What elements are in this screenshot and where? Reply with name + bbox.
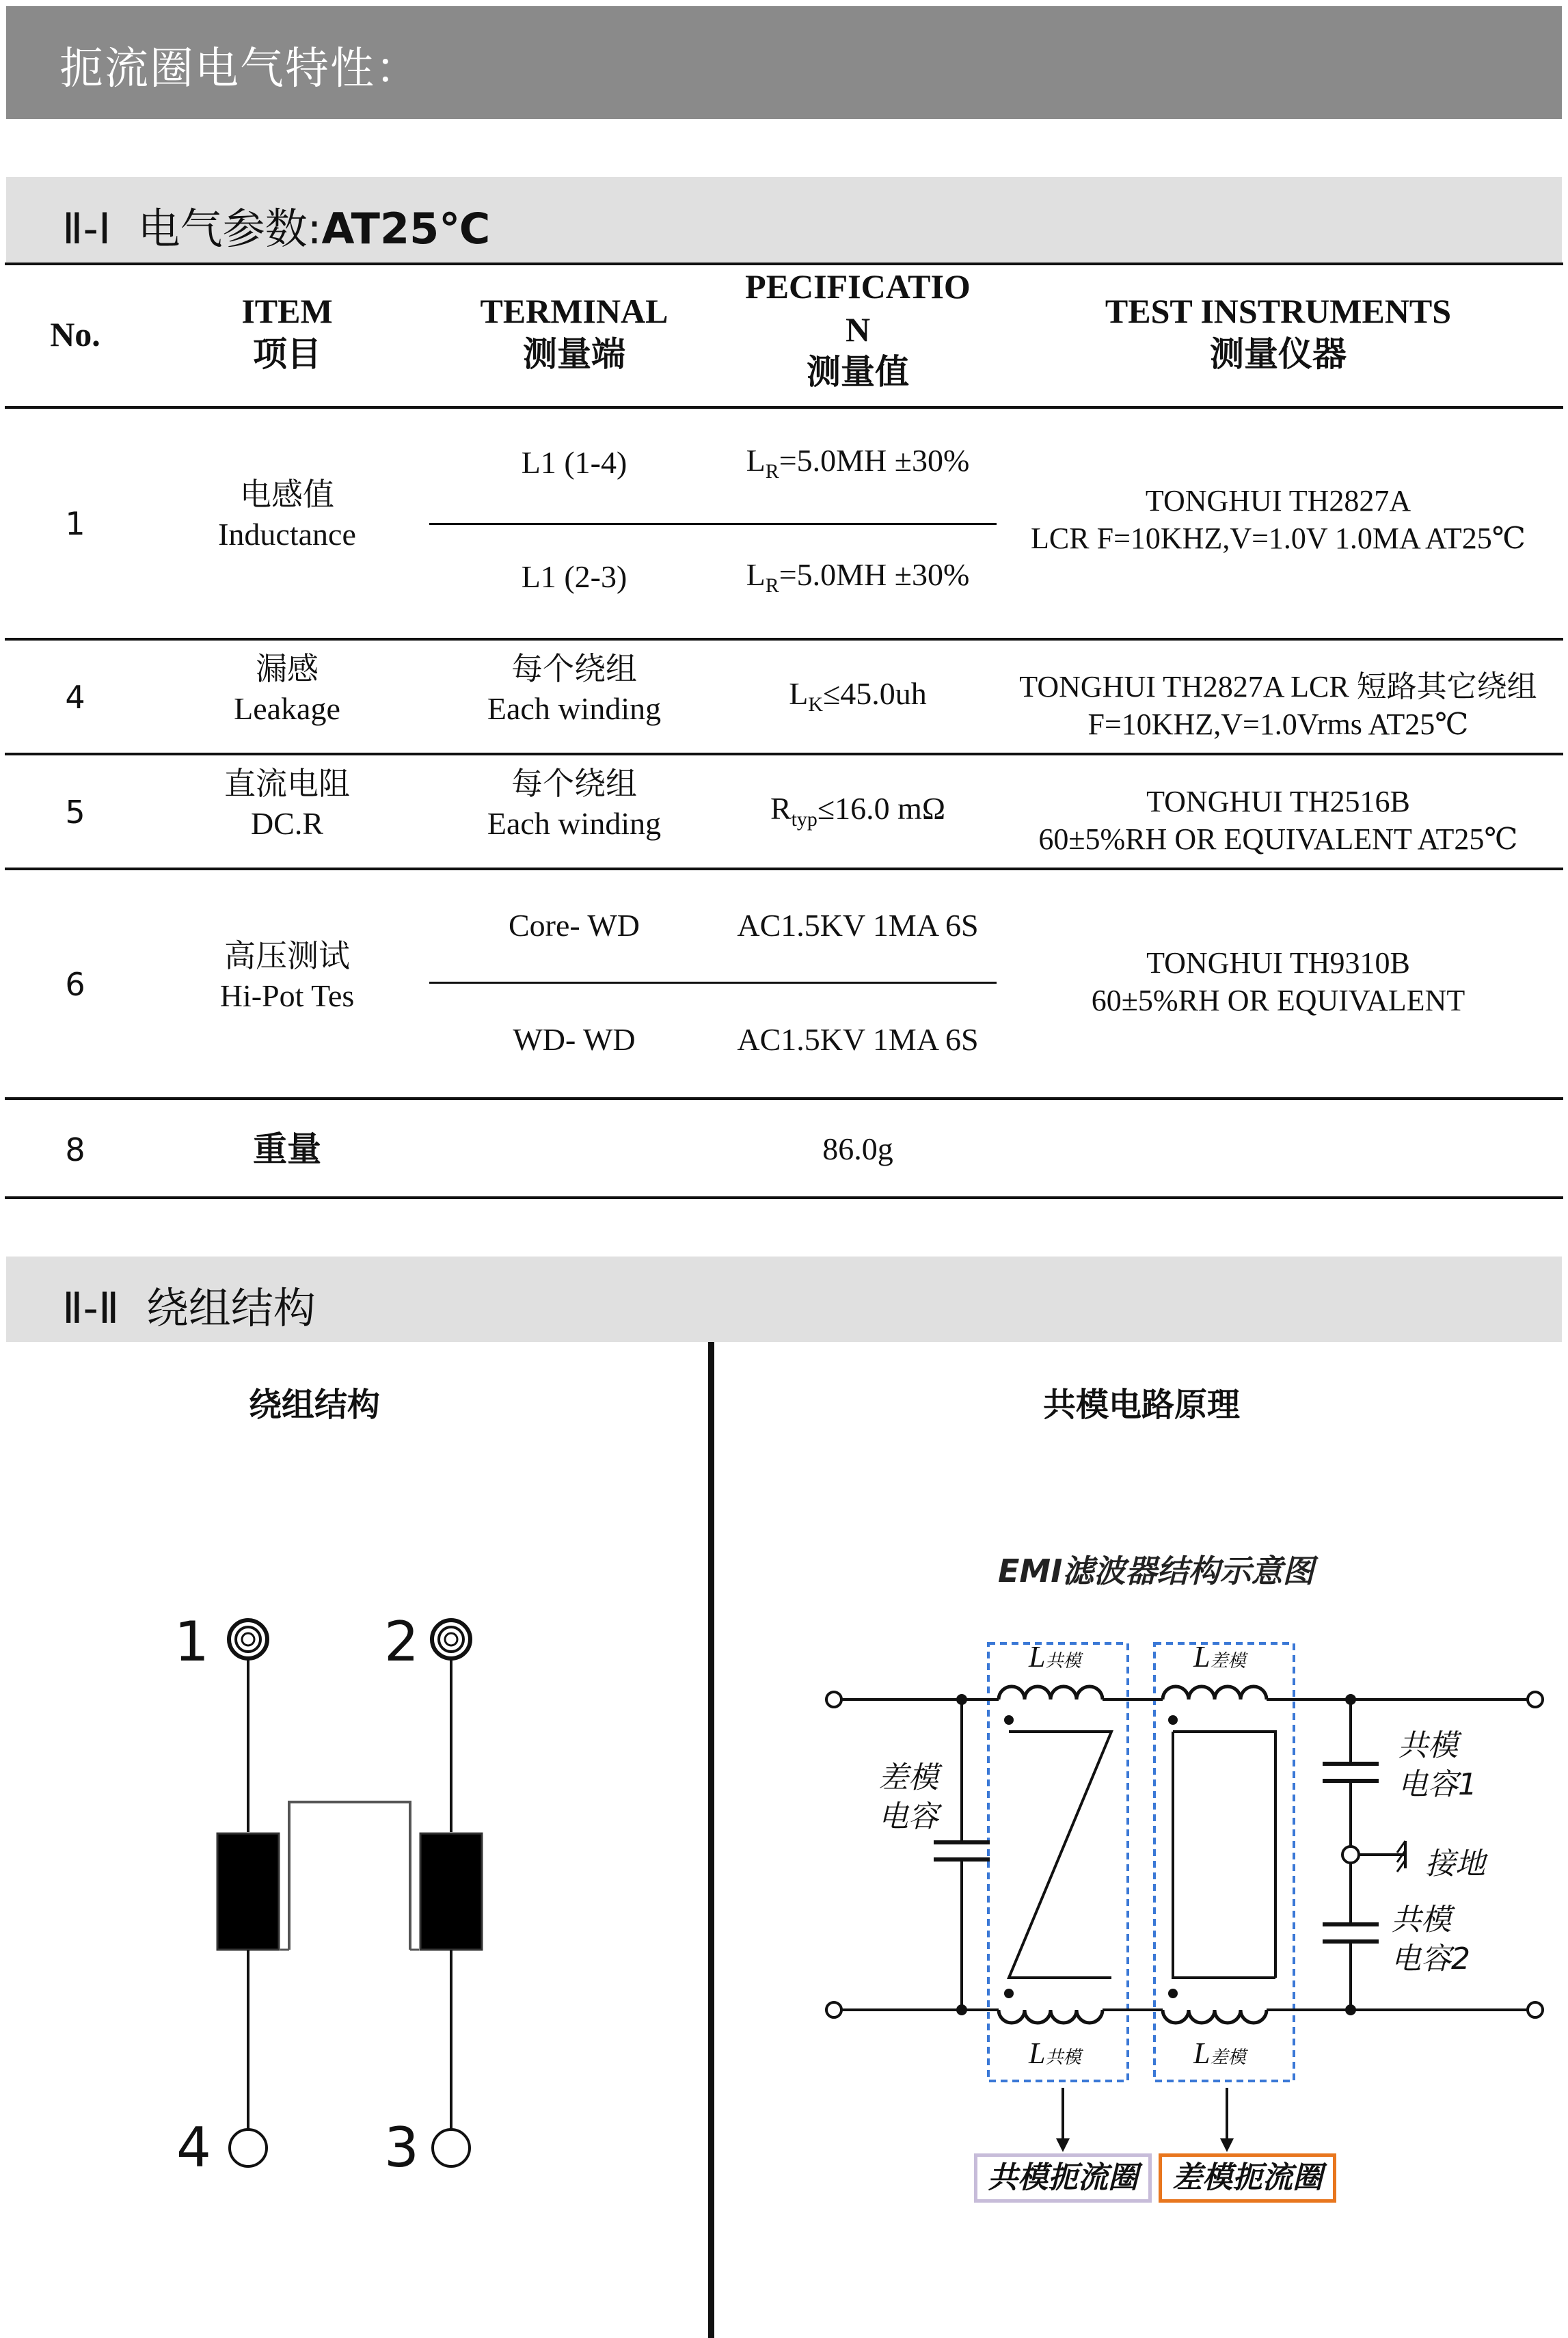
inst-line-2: 60±5%RH OR EQUIVALENT: [1091, 984, 1465, 1017]
row5-terminal-cn: 每个绕组: [511, 765, 637, 802]
output-terminal-top: [1528, 1692, 1543, 1707]
cm-coil-top: [999, 1687, 1103, 1699]
l-subscript: 差模: [1210, 2047, 1246, 2067]
row6-item-cn: 高压测试: [224, 937, 350, 974]
spec-subscript: K: [808, 693, 823, 716]
spec-symbol: L: [746, 557, 766, 592]
row4-terminal-en: Each winding: [487, 690, 662, 726]
row4-no: 4: [65, 679, 85, 716]
label-line: 差模: [878, 1760, 938, 1795]
header-item-en: ITEM: [241, 292, 333, 330]
row5-item-cn: 直流电阻: [224, 765, 350, 802]
row8-item-cn: 重量: [253, 1129, 321, 1169]
spec-value: =5.0MH ±30%: [779, 557, 970, 592]
ground-node: [1342, 1846, 1359, 1863]
spec-symbol: L: [789, 676, 809, 711]
spec-symbol: R: [770, 791, 792, 826]
page-title: 扼流圈电气特性：: [59, 44, 420, 94]
header-terminal-en: TERMINAL: [480, 292, 668, 330]
input-terminal-bottom: [826, 2002, 841, 2017]
header-spec-cn: 测量值: [807, 352, 909, 392]
l-subscript: 共模: [1045, 2047, 1081, 2067]
polarity-dot: [1004, 1715, 1014, 1725]
label-cm-cap1: [1398, 1726, 1477, 1804]
section-title-bold: AT25℃: [321, 204, 491, 254]
emi-diagram-title: EMI滤波器结构示意图: [998, 1553, 1314, 1589]
pin-2-terminal: [432, 1620, 470, 1658]
cm-core-symbol: [1009, 1732, 1111, 1978]
row8-spec: 86.0g: [822, 1131, 893, 1166]
ground-icon: [1397, 1841, 1405, 1872]
row5-item-en: DC.R: [250, 805, 324, 841]
label-l-dm-top: [1193, 1639, 1246, 1674]
dm-choke-box: [1154, 1643, 1294, 2081]
row6-no: 6: [65, 966, 85, 1003]
row8-no: 8: [65, 1131, 85, 1168]
pin-3-terminal: [433, 2129, 470, 2166]
spec-symbol: L: [746, 443, 766, 478]
label-l-cm-bottom: [1029, 2036, 1081, 2071]
l-letter: L: [1193, 2037, 1211, 2070]
inst-line-2: LCR F=10KHZ,V=1.0V 1.0MA AT25℃: [1031, 522, 1526, 555]
right-panel-title: 共模电路原理: [1042, 1386, 1240, 1424]
label-l-cm-top: [1029, 1639, 1081, 1674]
section-prefix: Ⅱ-Ⅰ: [62, 204, 111, 254]
label-line: 电容2: [1391, 1941, 1470, 1977]
l-letter: L: [1029, 2037, 1046, 2070]
dm-core-symbol: [1173, 1732, 1275, 1978]
label-cm-cap2: [1391, 1900, 1470, 1978]
l-letter: L: [1029, 1640, 1046, 1674]
spec-subscript: typ: [791, 808, 817, 831]
pin-1-terminal: [229, 1620, 267, 1658]
row6-terminal-b: WD- WD: [513, 1022, 636, 1057]
row1-terminal-b: L1 (2-3): [521, 559, 627, 594]
section-title-text: 电气参数:: [137, 204, 322, 254]
section-prefix: Ⅱ-Ⅱ: [62, 1283, 120, 1333]
label-line: 共模: [1398, 1728, 1458, 1763]
winding-core-left: [217, 1833, 279, 1950]
spec-value: ≤45.0uh: [822, 676, 927, 711]
pin-4-label: 4: [176, 2116, 211, 2179]
winding-core-right: [420, 1833, 482, 1950]
header-spec-en-1: PECIFICATIO: [745, 267, 971, 306]
row6-spec-a: AC1.5KV 1MA 6S: [737, 908, 979, 943]
spec-subscript: R: [765, 574, 779, 597]
row6-spec-b: AC1.5KV 1MA 6S: [737, 1022, 979, 1057]
header-inst-en: TEST INSTRUMENTS: [1105, 292, 1452, 330]
label-cm-choke: 共模扼流圈: [974, 2153, 1152, 2203]
core-bridge: [289, 1802, 410, 1950]
header-item-cn: 项目: [253, 334, 321, 374]
label-line: 电容: [878, 1799, 938, 1835]
l-subscript: 共模: [1045, 1651, 1081, 1671]
arrow-cm-head: [1056, 2138, 1070, 2152]
input-terminal-top: [826, 1692, 841, 1707]
polarity-dot: [1004, 1989, 1014, 1998]
row5-no: 5: [65, 794, 85, 831]
header-inst-cn: 测量仪器: [1210, 334, 1347, 374]
spec-value: ≤16.0 mΩ: [817, 791, 946, 826]
polarity-dot: [1168, 1989, 1178, 1998]
row4-terminal-cn: 每个绕组: [511, 650, 637, 687]
pin-2-label: 2: [384, 1610, 419, 1674]
row1-item-en: Inductance: [218, 516, 356, 552]
label-ground: 接地: [1425, 1846, 1485, 1881]
label-l-dm-bottom: [1193, 2036, 1246, 2071]
label-line: 电容1: [1398, 1767, 1477, 1803]
l-subscript: 差模: [1210, 1651, 1246, 1671]
inst-line-2: 60±5%RH OR EQUIVALENT AT25℃: [1038, 822, 1518, 856]
arrow-dm-head: [1220, 2138, 1234, 2152]
label-dm-choke: 差模扼流圈: [1159, 2153, 1336, 2203]
spec-value: =5.0MH ±30%: [779, 443, 970, 478]
dm-coil-top: [1163, 1687, 1267, 1699]
inst-line-2: F=10KHZ,V=1.0Vrms AT25℃: [1087, 708, 1469, 741]
l-letter: L: [1193, 1640, 1211, 1674]
dm-coil-bottom: [1163, 2010, 1267, 2023]
pin-4-terminal: [230, 2129, 267, 2166]
label-dm-cap: [878, 1758, 938, 1836]
row5-terminal-en: Each winding: [487, 805, 662, 841]
spec-subscript: R: [765, 460, 779, 483]
label-line: 共模: [1391, 1903, 1451, 1937]
output-terminal-bottom: [1528, 2002, 1543, 2017]
dm-core-symbol: [1173, 1732, 1275, 1978]
header-terminal-cn: 测量端: [523, 334, 625, 374]
left-panel-title: 绕组结构: [248, 1386, 380, 1424]
inst-line-1: TONGHUI TH2516B: [1146, 785, 1410, 818]
row4-item-cn: 漏感: [256, 650, 319, 687]
header-no: No.: [50, 315, 100, 353]
inst-line-1: TONGHUI TH2827A: [1145, 484, 1411, 518]
polarity-dot: [1168, 1715, 1178, 1725]
inst-line-1: TONGHUI TH2827A LCR 短路其它绕组: [1019, 670, 1537, 703]
winding-diagram: [0, 0, 708, 2338]
cm-coil-bottom: [999, 2010, 1103, 2023]
row6-terminal-a: Core- WD: [508, 908, 640, 943]
row4-item-en: Leakage: [234, 690, 340, 726]
header-spec-en-2: N: [845, 310, 871, 349]
emi-filter-diagram: [708, 0, 1568, 2338]
row1-no: 1: [65, 505, 85, 542]
row6-item-en: Hi-Pot Tes: [219, 978, 355, 1013]
pin-3-label: 3: [384, 2116, 419, 2179]
inst-line-1: TONGHUI TH9310B: [1146, 946, 1410, 980]
section-title-text: 绕组结构: [146, 1283, 316, 1333]
row1-item-cn: 电感值: [240, 476, 334, 513]
pin-1-label: 1: [174, 1610, 209, 1674]
row1-terminal-a: L1 (1-4): [521, 445, 627, 480]
